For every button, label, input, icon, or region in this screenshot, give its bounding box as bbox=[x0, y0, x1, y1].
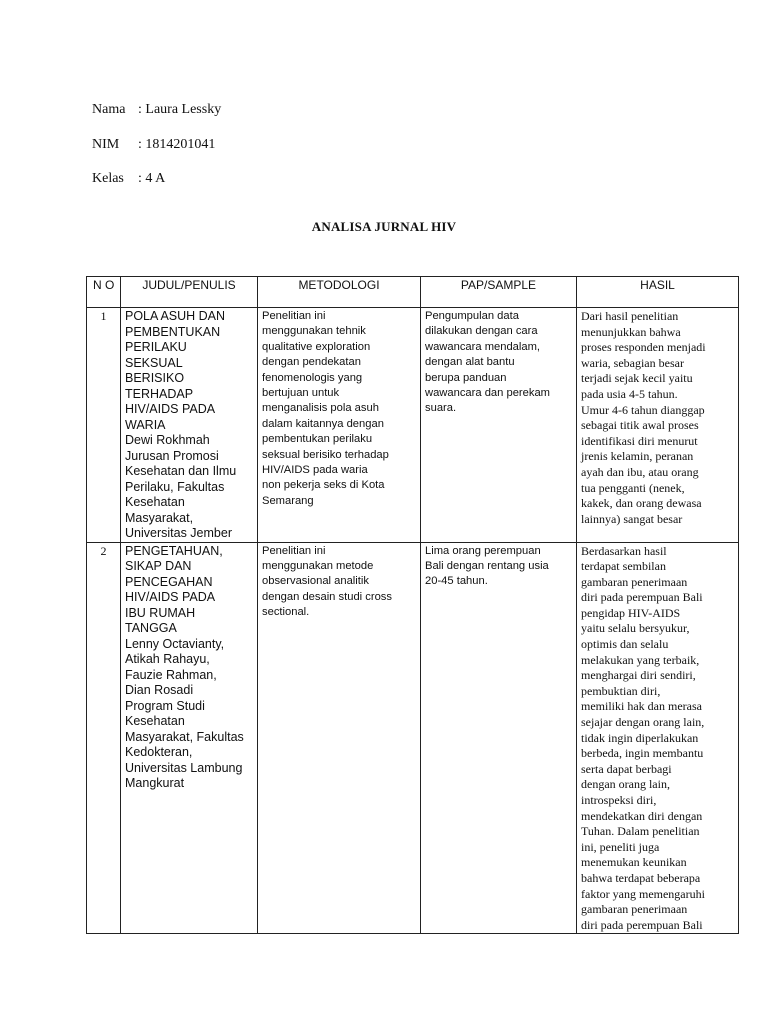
header-metodologi: METODOLOGI bbox=[258, 277, 421, 308]
cell-line: Masyarakat, bbox=[125, 510, 194, 525]
cell-line: Bali dengan rentang usia bbox=[425, 559, 549, 572]
cell-line: Mangkurat bbox=[125, 776, 185, 790]
cell-line: memiliki hak dan merasa bbox=[581, 699, 702, 714]
cell-line: terjadi sejak kecil yaitu bbox=[581, 371, 693, 386]
nim-row bbox=[92, 137, 215, 153]
cell-line: dengan desain studi cross bbox=[262, 590, 392, 603]
cell-line: Penelitian ini bbox=[262, 544, 326, 557]
cell-line: wawancara mendalam, bbox=[425, 340, 541, 353]
header-pap-sample: PAP/SAMPLE bbox=[421, 277, 577, 308]
metodologi-cell bbox=[258, 308, 421, 543]
cell-line: dengan pendekatan bbox=[262, 356, 361, 369]
cell-line: Universitas Lambung bbox=[125, 760, 243, 775]
cell-line: Berdasarkan hasil bbox=[581, 543, 667, 558]
cell-line: Kesehatan dan Ilmu bbox=[125, 464, 237, 478]
cell-line: HIV/AIDS PADA bbox=[125, 590, 216, 604]
nama-label: Nama bbox=[92, 102, 126, 117]
cell-line: Pengumpulan data bbox=[425, 310, 519, 322]
cell-line: dengan orang lain, bbox=[581, 777, 670, 792]
cell-line: jrenis kelamin, peranan bbox=[581, 449, 694, 464]
cell-line: Fauzie Rahman, bbox=[125, 667, 217, 682]
cell-line: IBU RUMAH bbox=[125, 605, 196, 620]
cell-line: SEKSUAL bbox=[125, 355, 183, 370]
cell-line: seksual berisiko terhadap bbox=[262, 448, 389, 461]
cell-line: terdapat sembilan bbox=[581, 559, 666, 574]
cell-line: menemukan keunikan bbox=[581, 855, 687, 870]
table-header-row bbox=[87, 277, 739, 308]
cell-line: tidak ingin diperlakukan bbox=[581, 730, 699, 745]
cell-line: Jurusan Promosi bbox=[125, 448, 219, 463]
cell-line: pengidap HIV-AIDS bbox=[581, 605, 681, 620]
pap-sample-cell bbox=[421, 542, 577, 934]
cell-line: BERISIKO bbox=[125, 371, 185, 385]
cell-line: menggunakan metode bbox=[262, 559, 374, 572]
cell-line: waria, sebagian besar bbox=[581, 355, 684, 370]
cell-line: Dian Rosadi bbox=[125, 683, 194, 697]
cell-line: 20-45 tahun. bbox=[425, 575, 488, 588]
cell-line: Dewi Rokhmah bbox=[125, 433, 210, 447]
cell-line: Kesehatan bbox=[125, 714, 185, 728]
cell-line: gambaran penerimaan bbox=[581, 902, 688, 917]
cell-line: dengan alat bantu bbox=[425, 356, 515, 369]
nim-label: NIM bbox=[92, 137, 120, 152]
document-title: ANALISA JURNAL HIV bbox=[311, 219, 457, 234]
cell-line: menggunakan tehnik bbox=[262, 325, 366, 338]
cell-line: diri pada perempuan Bali bbox=[581, 917, 703, 932]
nama-value: : Laura Lessky bbox=[138, 102, 222, 117]
cell-line: dilakukan dengan cara bbox=[425, 325, 538, 338]
cell-line: PEMBENTUKAN bbox=[125, 324, 221, 339]
cell-line: optimis dan selalu bbox=[581, 637, 669, 652]
row-number-cell: 2 bbox=[87, 542, 121, 934]
journal-analysis-table bbox=[86, 276, 739, 934]
cell-line: HIV/AIDS PADA bbox=[125, 402, 216, 416]
cell-line: Lima orang perempuan bbox=[425, 544, 541, 557]
header-no: N O bbox=[87, 277, 121, 308]
cell-line: berbeda, ingin membantu bbox=[581, 746, 704, 761]
cell-line: pembuktian diri, bbox=[581, 683, 661, 698]
cell-line: Perilaku, Fakultas bbox=[125, 479, 225, 494]
nama-row bbox=[92, 102, 221, 118]
cell-line: proses responden menjadi bbox=[581, 340, 706, 355]
table-row bbox=[87, 308, 739, 543]
cell-line: Universitas Jember bbox=[125, 526, 232, 540]
cell-line: berupa panduan bbox=[425, 371, 507, 384]
cell-line: Program Studi bbox=[125, 698, 205, 713]
cell-line: HIV/AIDS pada waria bbox=[262, 464, 368, 477]
row-number-cell: 1 bbox=[87, 308, 121, 543]
cell-line: melakukan yang terbaik, bbox=[581, 652, 700, 667]
kelas-label: Kelas bbox=[92, 171, 124, 186]
cell-line: qualitative exploration bbox=[262, 340, 371, 353]
cell-line: Atikah Rahayu, bbox=[125, 652, 210, 666]
hasil-cell bbox=[577, 308, 739, 543]
cell-line: tua pengganti (nenek, bbox=[581, 480, 685, 495]
cell-line: sejajar dengan orang lain, bbox=[581, 715, 705, 730]
cell-line: serta dapat berbagi bbox=[581, 761, 672, 776]
cell-line: Masyarakat, Fakultas bbox=[125, 729, 244, 744]
metodologi-cell bbox=[258, 542, 421, 934]
cell-line: POLA ASUH DAN bbox=[125, 309, 226, 323]
cell-line: PENCEGAHAN bbox=[125, 574, 213, 589]
cell-line: Kedokteran, bbox=[125, 745, 193, 759]
judul-penulis-cell bbox=[121, 308, 258, 543]
cell-line: Kesehatan bbox=[125, 495, 185, 509]
cell-line: menganalisis pola asuh bbox=[262, 402, 379, 415]
cell-line: faktor yang memengaruhi bbox=[581, 886, 705, 901]
cell-line: sebagai titik awal proses bbox=[581, 418, 699, 433]
cell-line: Lenny Octavianty, bbox=[125, 636, 225, 651]
nim-value: : 1814201041 bbox=[138, 137, 216, 152]
cell-line: Umur 4-6 tahun dianggap bbox=[581, 402, 705, 417]
cell-line: kakek, dan orang dewasa bbox=[581, 496, 702, 511]
cell-line: menghargai diri sendiri, bbox=[581, 668, 696, 683]
header-judul-penulis: JUDUL/PENULIS bbox=[121, 277, 258, 308]
cell-line: fenomenologis yang bbox=[262, 371, 363, 384]
cell-line: ini, peneliti juga bbox=[581, 839, 660, 854]
cell-line: TANGGA bbox=[125, 621, 177, 635]
cell-line: pembentukan perilaku bbox=[262, 433, 373, 446]
cell-line: Penelitian ini bbox=[262, 310, 326, 322]
kelas-row bbox=[92, 171, 165, 187]
cell-line: Tuhan. Dalam penelitian bbox=[581, 824, 700, 839]
hasil-cell bbox=[577, 542, 739, 934]
cell-line: PENGETAHUAN, bbox=[125, 543, 223, 558]
table-row bbox=[87, 542, 739, 934]
cell-line: gambaran penerimaan bbox=[581, 574, 688, 589]
cell-line: suara. bbox=[425, 402, 457, 415]
cell-line: lainnya) sangat besar bbox=[581, 511, 683, 526]
cell-line: sectional. bbox=[262, 606, 310, 619]
cell-line: introspeksi diri, bbox=[581, 793, 657, 807]
cell-line: Dari hasil penelitian bbox=[581, 309, 679, 323]
cell-line: wawancara dan perekam bbox=[425, 387, 550, 400]
cell-line: diri pada perempuan Bali bbox=[581, 590, 703, 605]
cell-line: mendekatkan diri dengan bbox=[581, 808, 703, 823]
cell-line: menunjukkan bahwa bbox=[581, 324, 681, 339]
cell-line: WARIA bbox=[125, 417, 166, 432]
cell-line: dalam kaitannya dengan bbox=[262, 417, 384, 430]
cell-line: bahwa terdapat beberapa bbox=[581, 870, 701, 885]
cell-line: pada usia 4-5 tahun. bbox=[581, 386, 678, 401]
cell-line: PERILAKU bbox=[125, 340, 187, 354]
cell-line: bertujuan untuk bbox=[262, 387, 340, 400]
header-hasil: HASIL bbox=[577, 277, 739, 308]
cell-line: yaitu selalu bersyukur, bbox=[581, 621, 690, 636]
judul-penulis-cell bbox=[121, 542, 258, 934]
cell-line: TERHADAP bbox=[125, 386, 194, 401]
kelas-value: : 4 A bbox=[138, 171, 166, 186]
pap-sample-cell bbox=[421, 308, 577, 543]
cell-line: SIKAP DAN bbox=[125, 559, 192, 573]
cell-line: non pekerja seks di Kota bbox=[262, 479, 385, 492]
cell-line: Semarang bbox=[262, 494, 314, 507]
cell-line: observasional analitik bbox=[262, 575, 369, 588]
cell-line: identifikasi diri menurut bbox=[581, 433, 698, 448]
cell-line: ayah dan ibu, atau orang bbox=[581, 464, 699, 479]
